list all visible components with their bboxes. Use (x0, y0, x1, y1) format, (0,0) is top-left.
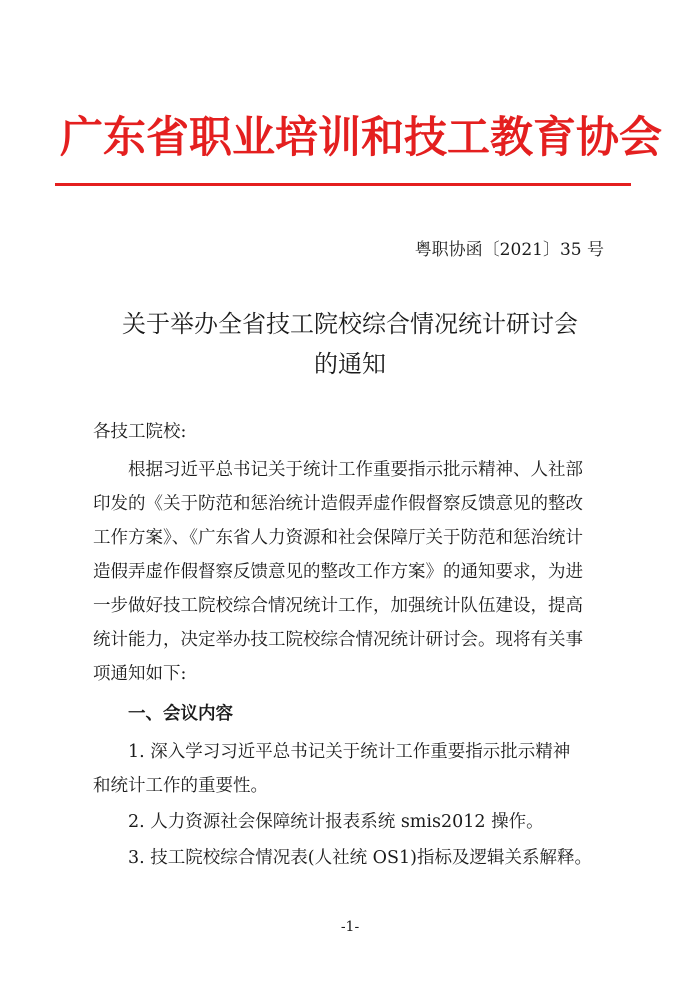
letterhead-title: 广东省职业培训和技工教育协会 (60, 113, 662, 163)
page-number: -1- (340, 919, 360, 935)
paragraph-line: 一步做好技工院校综合情况统计工作，加强统计队伍建设，提高 (93, 596, 583, 616)
paragraph-line: 项通知如下: (93, 664, 187, 684)
section-item-line: 1. 深入学习习近平总书记关于统计工作重要指示批示精神 (128, 742, 571, 762)
paragraph-line: 印发的《关于防范和惩治统计造假弄虚作假督察反馈意见的整改 (93, 494, 583, 514)
section-heading-meeting-content: 一、会议内容 (128, 704, 233, 724)
document-title-line-1: 关于举办全省技工院校综合情况统计研讨会 (122, 310, 578, 338)
paragraph-line: 工作方案》、《广东省人力资源和社会保障厅关于防范和惩治统计 (93, 528, 583, 548)
document-number: 粤职协函〔2021〕35 号 (414, 240, 604, 260)
section-item-line: 2. 人力资源社会保障统计报表系统 smis2012 操作。 (128, 812, 544, 832)
paragraph-line: 根据习近平总书记关于统计工作重要指示批示精神、人社部 (128, 460, 583, 480)
section-item-line: 和统计工作的重要性。 (93, 776, 268, 796)
section-item-line: 3. 技工院校综合情况表(人社统 OS1)指标及逻辑关系解释。 (128, 848, 592, 868)
salutation: 各技工院校: (93, 422, 187, 442)
paragraph-line: 造假弄虚作假督察反馈意见的整改工作方案》的通知要求，为进 (93, 562, 583, 582)
paragraph-line: 统计能力，决定举办技工院校综合情况统计研讨会。现将有关事 (93, 630, 583, 650)
document-title-line-2: 的通知 (314, 350, 386, 378)
letterhead-divider (55, 183, 631, 186)
